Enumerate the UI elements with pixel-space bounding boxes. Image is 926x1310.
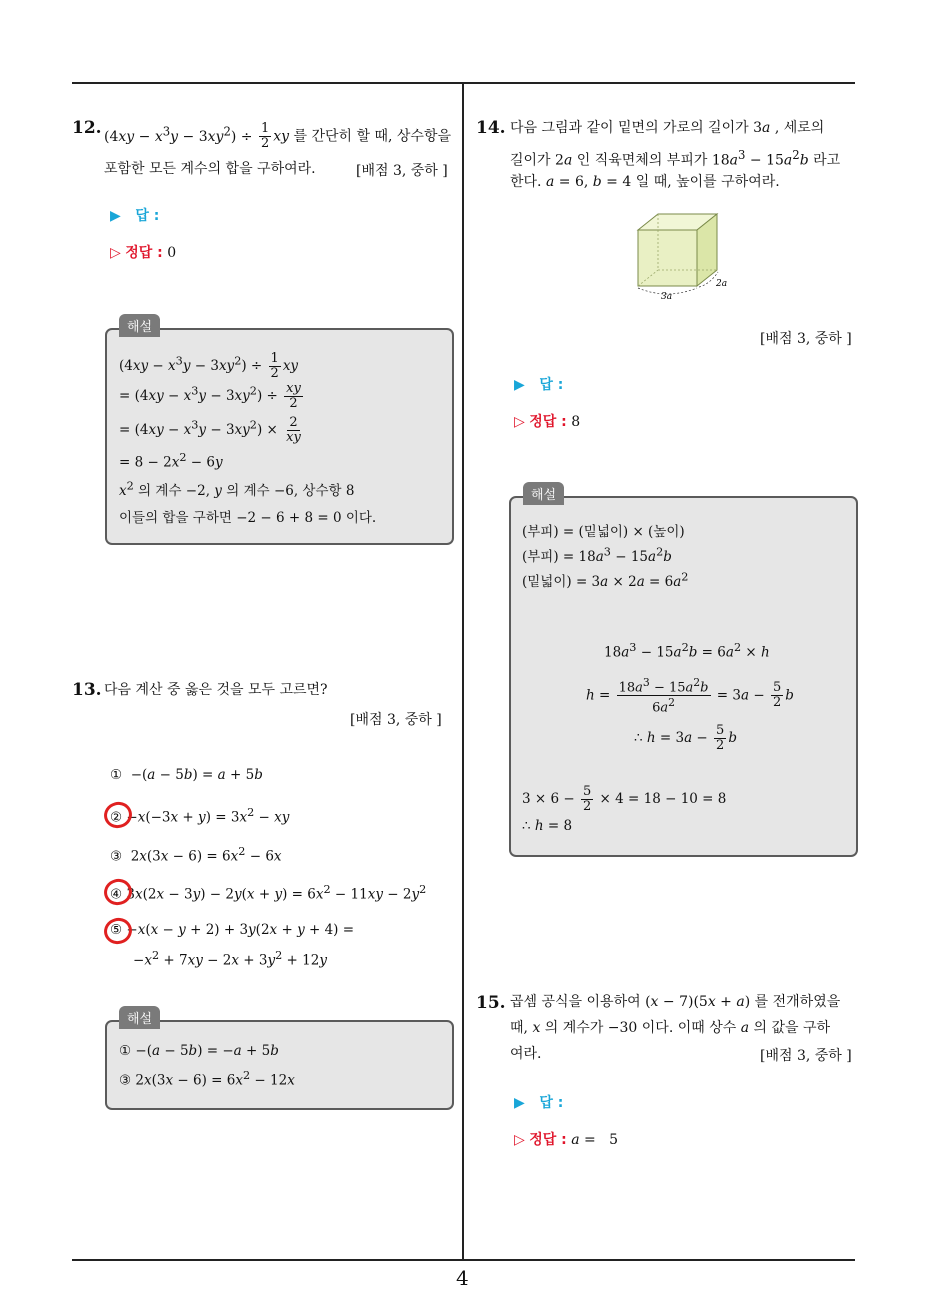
top-rule	[72, 82, 855, 84]
q13-option-5: ⑤ −x(x − y + 2) + 3y(2x + y + 4) =	[110, 922, 355, 938]
q15-line3: 여라.	[510, 1046, 542, 1062]
q14-sol-line4: $18a^3 - 15a^2b = 6a^2 \times h$	[604, 641, 770, 661]
q13-option-1: ① −(a − 5b) = a + 5b	[110, 767, 263, 783]
q14-line3: 한다. a = 6, b = 4 일 때, 높이를 구하여라.	[510, 174, 780, 190]
q13-option-2-circle-mark	[101, 799, 135, 831]
q13-solution-box	[105, 1020, 454, 1110]
q13-score: [배점 3, 중하 ]	[350, 712, 442, 728]
q14-sol-line5: h = $\frac{18a^3 - 15a^2b}{6a^2}$ = 3a − $\frac{5}{2}$ b	[586, 676, 794, 716]
q14-sol-line8: ∴ h = 8	[522, 818, 573, 834]
q13-option-5-cont: $-x^2 + 7xy - 2x + 3y^2 + 12y$	[133, 949, 327, 969]
q14-solution-tag: 해설	[523, 482, 564, 505]
q13-option-2: ② $-x(-3x + y) = 3x^2$ − xy	[110, 806, 290, 826]
q13-option-5-circle-mark	[101, 915, 135, 947]
q14-line1: 다음 그림과 같이 밑면의 가로의 길이가 3a , 세로의	[510, 120, 825, 136]
q14-number: 14.	[476, 118, 506, 138]
q14-line2: 길이가 2a 인 직육면체의 부피가 $18a^3 - 15a^2b$ 라고	[510, 148, 841, 169]
q12-sol-line4: = $8 - 2x^2 - 6y$	[119, 451, 223, 471]
q13-number: 13.	[72, 680, 102, 700]
q13-text: 다음 계산 중 옳은 것을 모두 고르면?	[104, 682, 328, 698]
q12-sol-line6: 이들의 합을 구하면 −2 − 6 + 8 = 0 이다.	[119, 510, 377, 526]
q14-score: [배점 3, 중하 ]	[760, 331, 852, 347]
q15-score: [배점 3, 중하 ]	[760, 1048, 852, 1064]
q13-solution-tag: 해설	[119, 1006, 160, 1029]
q12-sol-line1: $(4xy - x^3y - 3xy^2)$ ÷ $\frac{1}{2}$ xy	[119, 351, 299, 381]
q13-sol-line2: ③ $2x(3x - 6) = 6x^2 - 12x$	[119, 1069, 295, 1089]
q12-number: 12.	[72, 118, 102, 138]
q12-sol-line3: = $(4xy - x^3y - 3xy^2)$ × $\frac{2}{xy}$	[119, 415, 301, 445]
q12-score: [배점 3, 중하 ]	[356, 163, 448, 179]
q12-line2: 포함한 모든 계수의 합을 구하여라.	[104, 161, 316, 177]
fig-label-2a: 2a	[716, 279, 728, 289]
page-number: 4	[456, 1266, 469, 1290]
cuboid-figure	[630, 208, 740, 303]
q12-sol-line2: = $(4xy - x^3y - 3xy^2)$ ÷ $\frac{xy}{2}$	[119, 381, 301, 411]
q15-answer-label: ▶ 답 :	[514, 1095, 564, 1111]
bottom-rule	[72, 1259, 855, 1261]
q15-correct: ▷ 정답 : a = 5	[514, 1132, 619, 1148]
q14-answer-label: ▶ 답 :	[514, 377, 564, 393]
q13-option-3: ③ $2x(3x - 6) = 6x^2 - 6x$	[110, 845, 282, 865]
q12-sol-line5: $x^2$ 의 계수 −2, y 의 계수 −6, 상수항 8	[119, 479, 355, 499]
q12-correct: ▷ 정답 : 0	[110, 245, 177, 261]
q13-option-4-circle-mark	[101, 876, 135, 908]
q13-option-4: ④ $3x(2x - 3y) - 2y(x + y) = 6x^2 - 11xy - 2y^2$	[110, 883, 427, 903]
q14-sol-line6: ∴ h = 3a − $\frac{5}{2}$ b	[634, 723, 737, 753]
q15-line1: 곱셈 공식을 이용하여 (x − 7)(5x + a) 를 전개하였을	[510, 994, 841, 1010]
q12-line1: $(4xy - x^3y - 3xy^2)$ ÷ $\frac{1}{2}$ xy 를 간단히 할 때, 상수항을	[104, 121, 451, 152]
q12-solution-tag: 해설	[119, 314, 160, 337]
fig-label-3a: 3a	[661, 292, 673, 302]
q14-sol-line7: 3 × 6 − $\frac{5}{2}$ × 4 = 18 − 10 = 8	[522, 784, 727, 814]
q14-correct: ▷ 정답 : 8	[514, 414, 581, 430]
q12-answer-label: ▶ 답 :	[110, 208, 160, 224]
q15-number: 15.	[476, 993, 506, 1013]
column-divider	[462, 83, 464, 1260]
q13-sol-line1: ① −(a − 5b) = −a + 5b	[119, 1043, 279, 1059]
q15-line2: 때, x 의 계수가 −30 이다. 이때 상수 a 의 값을 구하	[510, 1020, 831, 1036]
q14-sol-line3: (밑넓이) = $3a \times 2a = 6a^2$	[522, 570, 689, 590]
q14-sol-line2: (부피) = $18a^3 - 15a^2b$	[522, 545, 672, 565]
q14-sol-line1: (부피) = (밑넓이) × (높이)	[522, 524, 685, 540]
